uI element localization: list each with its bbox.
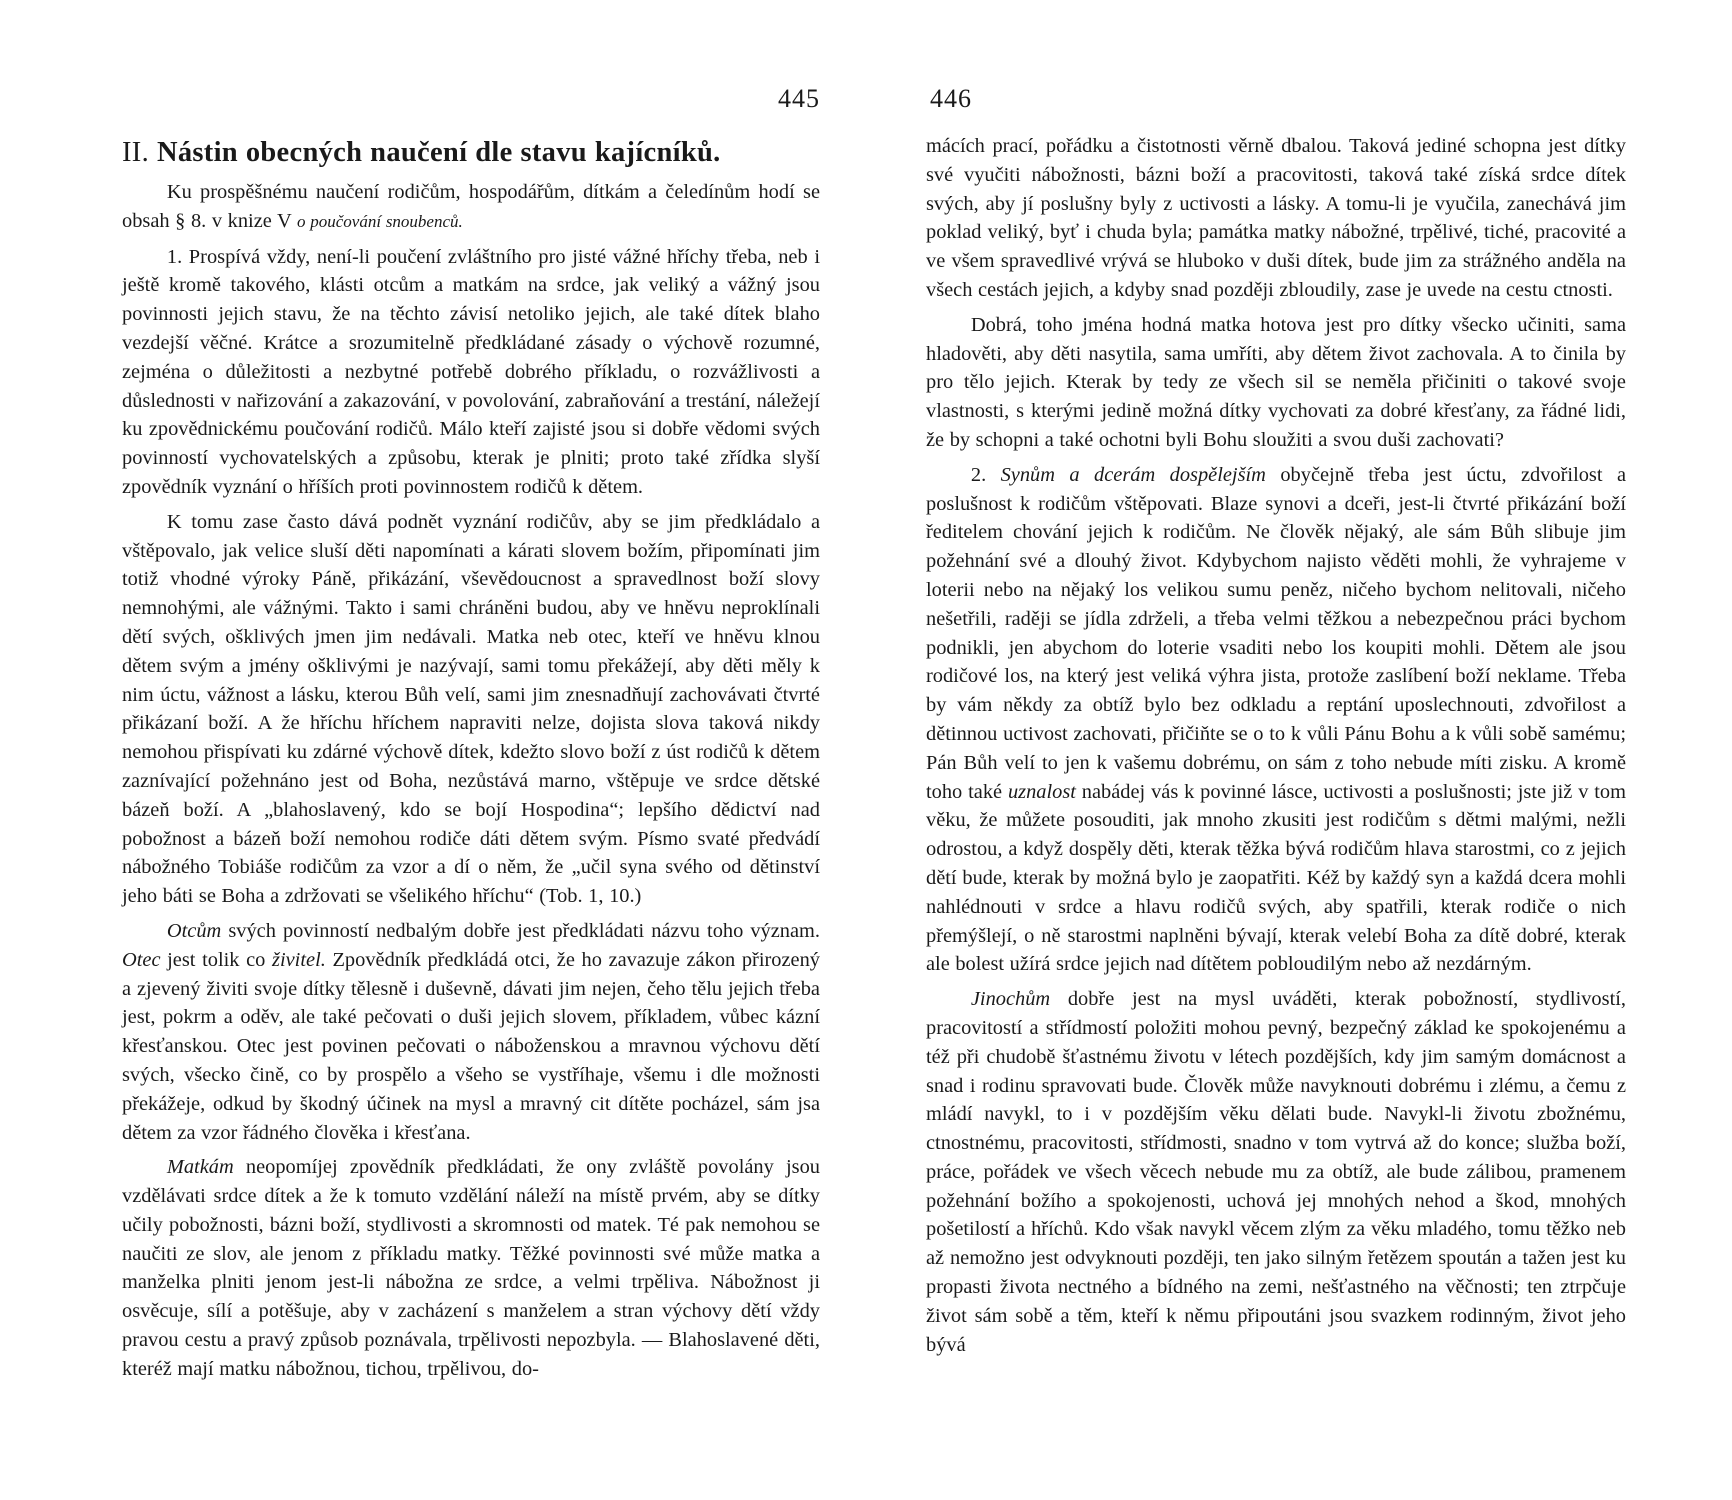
paragraph-text: dobře jest na mysl uváděti, kterak pobožností, stydlivostí, pracovitostí a střídmostí položiti mohou pevný, bezpečný základ ke spokojenému a též při chudobě šťastnému životu v létech pozdějších, kdy jim samým domácnost a snad i rodinu spravovati bude. Člověk může navyknouti dobrému i zlému, a čemu z mládí navykl, to i v pozdějším věku dělati bude. Navykl-li životu zbožnému, ctnostnému, pracovitosti, střídmosti, snadno v tom vytrvá až do konce; služba boží, práce, pořádek ve všech věcech nebude mu za obtíž, ale bude zálibou, pramenem požehnání božího a spokojenosti, uchová jej mnohých nehod a škod, mnohých pošetilostí a hříchů. Kdo však navykl věcem zlým za věku mladého, tomu těžko neb až nemožno jest odvyknouti později, ten jako silným řetězem spoután a tažen jest ku propasti života nectného a bídného na zemi, nešťastného na věčnosti; ten ztrpčuje život sám sobě a těm, kteří k němu připoutáni jsou svazkem rodinným, život jeho bývá: [926, 988, 1626, 1356]
paragraph: 1. Prospívá vždy, není-li poučení zvláštního pro jisté vážné hříchy třeba, neb i ještě kromě takového, klásti otcům a matkám na srdce, jak veliký a vážný jsou povinnosti jejich stavu, že na těchto závisí netoliko jejich, ale také dítek blaho vezdejší věčné. Krátce a srozumitelně předkládané zásady o výchově rozumné, zejména o důležitosti a nezbytné potřebě dobrého příkladu, o rozvážlivosti a důslednosti v nařizování a zakazování, v povolování, zabraňování a trestání, náležejí ku zpovědnickému poučování rodičů. Málo kteří zajisté jsou si dobře vědomi svých povinností vychovatelských a způsobu, kterak je plniti; proto také zřídka slyší zpovědník vyznání o hříších proti povinnostem rodičů k dětem.: [122, 245, 820, 498]
italic-term: Synům a dcerám dospělejším: [1000, 463, 1266, 486]
page-number: 445: [778, 84, 820, 113]
paragraph: [122, 178, 820, 237]
paragraph: [122, 1153, 820, 1383]
paragraph-text: obyčejně třeba jest úctu, zdvořilost a poslušnost k rodičům vštěpovati. Blaze synovi a dceři, jest-li čtvrté přikázání boží ředitelem chování jejich k rodičům. Ne člověk nějaký, ale sám Bůh slibuje jim požehnání své a dlouhý život. Kdybychom najisto věděti mohli, že vyhrajeme v loterii nebo na nějaký los velikou sumu peněz, ničeho bychom nelitovali, ničeho nešetřili, raději se jídla zdrželi, a třeba velmi těžkou a nebezpečnou práci bychom podnikli, jen abychom do loterie vsaditi nebo los koupiti mohli. Dětem ale jsou rodičové los, na který jest veliká výhra jista, protože zaslíbení boží neklame. Třeba by vám někdy za obtíž bylo bez odkladu a reptání uposlechnouti, zdvořilost a dětinnou uctivost zachovati, přičiňte se o to k vůli Pánu Bohu a k vůli sobě samému; Pán Bůh velí to jen k vašemu dobrému, on sám z toho nebude míti zisku. A kromě toho také: [926, 463, 1627, 803]
paragraph: K tomu zase často dává podnět vyznání rodičův, aby se jim předkládalo a vštěpovalo, jak velice sluší děti napomínati a kárati slovem božím, připomínati jim totiž vhodné výroky Páně, přikázání, vševědoucnost a spravedlnost boží slovy nemnohými, ale vážnými. Takto i sami chráněni budou, aby ve hněvu neproklínali dětí svých, ošklivých jmen jim nedávali. Matka neb otec, kteří ve hněvu klnou dětem svým a jmény ošklivými je nazývají, sami tomu překážejí, aby děti měly k nim úctu, vážnost a lásku, kterou Bůh velí, sami jim znesnadňují zachovávati čtvrté přikázaní boží. A že hříchu hříchem napraviti nelze, dojista slova taková nikdy nemohou přispívati ku zdárné výchově dítek, kdežto slovo boží z úst rodičů k dětem zaznívající požehnáno jest od Boha, nezůstává marno, vštěpuje ve srdce dětské bázeň boží. A „blahoslavený, kdo se bojí Hospodina“; lepšího dědictví nad pobožnost a bázeň boží nemohou rodiče dáti dětem svým. Písmo svaté předvádí nábožného Tobiáše rodičům za vzor a dí o něm, že „učil syna svého od dětinství jeho báti se Boha a zdržovati se všelikého hříchu“ (Tob. 1, 10.): [122, 510, 820, 908]
paragraph: Dobrá, toho jména hodná matka hotova jest pro dítky všecko učiniti, sama hladověti, aby děti nasytila, sama umříti, aby dětem život zachovala. A to činila by pro tělo jejich. Kterak by tedy ze všech sil se neměla přičiniti o takové svoje vlastnosti, s kterými jedině možná dítky vychovati za dobré křesťany, za řádné lidi, že by schopni a také ochotni byli Bohu sloužiti a svou duši zachovati?: [926, 313, 1626, 451]
paragraph-text: nabádej vás k povinné lásce, uctivosti a poslušnosti; jste již v tom věku, že můžete posouditi, jak mnoho zkusiti jest rodičům s dětmi malými, nežli odrostou, a když dospěly děti, kterak těžka bývá rodičům hlava starostmi, co z jejich dětí bude, kterak by možná bylo je zaopatřiti. Kéž by každý syn a každá dcera mohli nahlédnouti v srdce a hlavu rodičů svých, aby spatřili, kterak rodiče o nich přemýšlejí, o ně starostmi naplněni bývají, kterak velebí Boha za dítě dobré, kterak ale bolest užírá srdce jejich nad dítětem pobloudilým nebo až nezdárným.: [926, 780, 1626, 976]
page-number: 446: [930, 84, 972, 113]
paragraph-number: 2.: [970, 463, 1001, 486]
italic-reference: o poučování snoubenců.: [297, 211, 463, 231]
paragraph-text: Zpovědník předkládá otci, že ho zavazuje zákon přirozený a zjevený živiti svoje dítky tělesně i duševně, dávati jim nejen, čeho tělu jejich třeba jest, pokrm a oděv, ale také pečovati o duši jejich slovem, příkladem, vůbec kázní křesťanskou. Otec jest povinen pečovati o náboženskou a mravnou výchovu dětí svých, všecko čině, co by prospělo a všeho se vystříhaje, všemu i dle možnosti překážeje, odkud by škodný účinek na mysl a mravný cit dítěte pocházel, sám jsa dětem za vzor řádného člověka i křesťana.: [122, 948, 820, 1144]
italic-term: uznalost: [1007, 780, 1076, 803]
paragraph-text: svých povinností nedbalým dobře jest předkládati názvu toho význam.: [221, 919, 820, 942]
right-page-text: [926, 132, 1626, 1359]
left-page-text: [122, 134, 820, 1384]
italic-term: Matkám: [166, 1156, 234, 1179]
italic-term: Jinochům: [970, 988, 1051, 1011]
italic-term: Otcům: [166, 919, 222, 942]
paragraph-text: neopomíjej zpovědník předkládati, že ony zvláště povolány jsou vzdělávati srdce dítek a že k tomuto vzdělání náleží na místě prvém, aby se dítky učily pobožnosti, bázni boží, stydlivosti a skromnosti od matek. Té pak nemohou se naučiti ze slov, ale jenom z příkladu matky. Těžké povinnosti své může matka a manželka plniti jenom jest-li nábožna ze srdce, a velmi trpěliva. Nábožnost ji osvěcuje, sílí a potěšuje, aby v zacházení s manželem a stran výchovy dětí vždy pravou cestu a pravý způsob poznávala, trpělivosti nepozbyla. — Blahoslavené děti, kteréž mají matku nábožnou, tichou, trpělivou, do-: [122, 1156, 820, 1380]
section-heading: [122, 134, 820, 172]
paragraph-text: jest tolik co: [160, 948, 273, 971]
heading-title: Nástin obecných naučení dle stavu kajícníků.: [156, 137, 721, 168]
paragraph: [926, 461, 1626, 979]
paragraph: mácích prací, pořádku a čistotnosti věrně dbalou. Taková jediné schopna jest dítky své vyučiti nábožnosti, bázni boží a pracovitosti, taková také získá srdce dítek svých, aby jí poslušny byly z uctivosti a lásky. A tomu-li je vyučila, zanechává jim poklad veliký, byť i chuda byla; památka matky nábožné, trpělivé, tiché, pracovité a ve všem spravedlivé vrývá se hluboko v duši dítek, bude jim za strážného anděla na všech cestách jejich, a kdyby snad později zbloudily, zase je uvede na cestu ctnosti.: [926, 135, 1626, 301]
heading-numeral: II.: [122, 137, 150, 168]
italic-term: Otec: [122, 948, 161, 971]
paragraph-text: Ku prospěšnému naučení rodičům, hospodářům, dítkám a čeledínům hodí se obsah § 8. v knize V: [122, 181, 820, 232]
paragraph: [926, 985, 1626, 1359]
italic-term: živitel.: [272, 948, 326, 971]
right-page: [926, 0, 1626, 1500]
left-page: [122, 0, 820, 1500]
paragraph: [122, 917, 820, 1147]
